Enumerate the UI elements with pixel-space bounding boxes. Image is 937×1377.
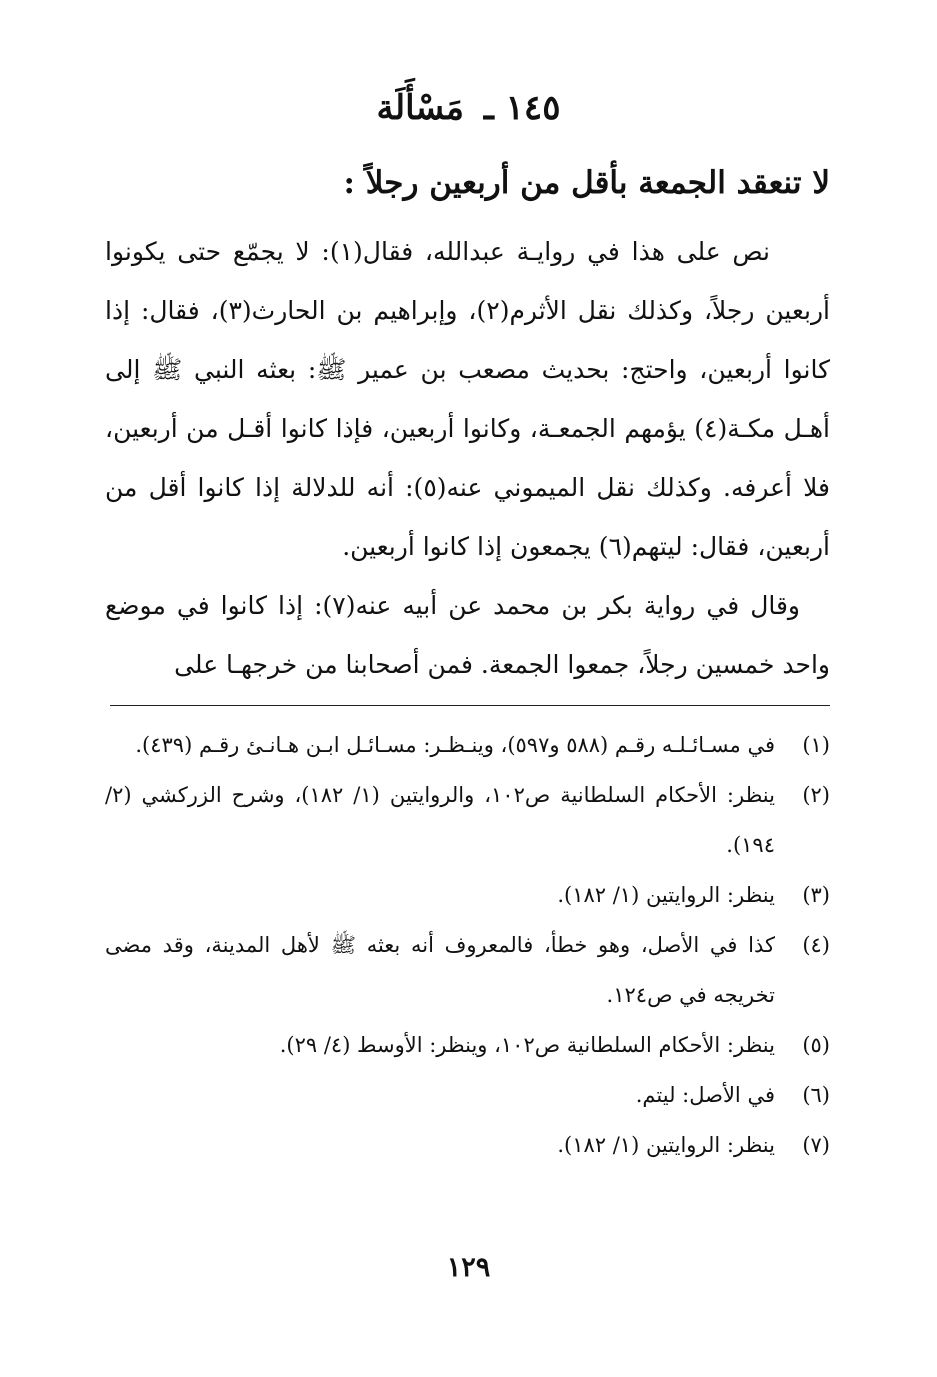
footnote-number: (٤) (802, 933, 830, 957)
body-paragraph-2: وقال في رواية بكر بن محمد عن أبيه عنه(٧): إذا كانوا في موضع واحد خمسين رجلاً، جمعوا الجمعة. فمن أصحابنا من خرجهـا على (105, 591, 830, 679)
footnote-5 (105, 1020, 830, 1070)
footnote-text: ينظر: الروايتين (١/ ١٨٢). (557, 1133, 775, 1157)
footnote-number: (٢) (802, 783, 830, 807)
page-number: ١٢٩ (446, 1252, 491, 1283)
footnote-divider (110, 705, 830, 706)
masala-header (0, 78, 937, 138)
footnote-1 (105, 720, 830, 770)
footnote-6 (105, 1070, 830, 1120)
footnote-3 (105, 870, 830, 920)
footnote-number: (٥) (802, 1033, 830, 1057)
masala-label: مَسْأَلَة (376, 88, 465, 128)
footnote-number: (٦) (802, 1083, 830, 1107)
footnote-text: ينظر: الأحكام السلطانية ص١٠٢، وينظر: الأوسط (٤/ ٢٩). (279, 1033, 775, 1057)
footnote-2 (105, 770, 830, 870)
footnote-number: (١) (802, 733, 830, 757)
footnote-text: في الأصل: ليتم. (635, 1083, 775, 1107)
footnotes-list (105, 720, 830, 1170)
footnote-text: ينظر: الروايتين (١/ ١٨٢). (557, 883, 775, 907)
footnote-number: (٣) (802, 883, 830, 907)
footnote-text: ينظر: الأحكام السلطانية ص١٠٢، والروايتين (١/ ١٨٢)، وشرح الزركشي (٢/ ١٩٤). (105, 783, 775, 857)
masala-number: ١٤٥ ـ (483, 88, 561, 128)
body-paragraph-1: نص على هذا في روايـة عبدالله، فقال(١): لا يجمّع حتى يكونوا أربعين رجلاً، وكذلك نقل الأثرم(٢)، وإبراهيم بن الحارث(٣)، فقال: إذا كانوا أربعين، واحتج: بحديث مصعب بن عمير ﷺ: بعثه النبي ﷺ إلى أهـل مكـة(٤) يؤمهم الجمعـة، وكانوا أربعين، فإذا كانوا أقـل من أربعين، فلا أعرفه. وكذلك نقل الميموني عنه(٥): أنه للدلالة إذا كانوا أقل من أربعين، فقال: ليتهم(٦) يجمعون إذا كانوا أربعين. (105, 237, 830, 561)
footnote-4 (105, 920, 830, 1020)
footnote-text: كذا في الأصل، وهو خطأ، فالمعروف أنه بعثه ﷺ لأهل المدينة، وقد مضى تخريجه في ص١٢٤. (105, 933, 775, 1007)
footnote-7 (105, 1120, 830, 1170)
footnote-text: في مسـائـلـه رقـم (٥٨٨ و٥٩٧)، وينـظـر: مسـائـل ابـن هـانـئ رقـم (٤٣٩). (135, 733, 775, 757)
section-heading: لا تنعقد الجمعة بأقل من أربعين رجلاً : (343, 165, 830, 201)
footnote-number: (٧) (802, 1133, 830, 1157)
